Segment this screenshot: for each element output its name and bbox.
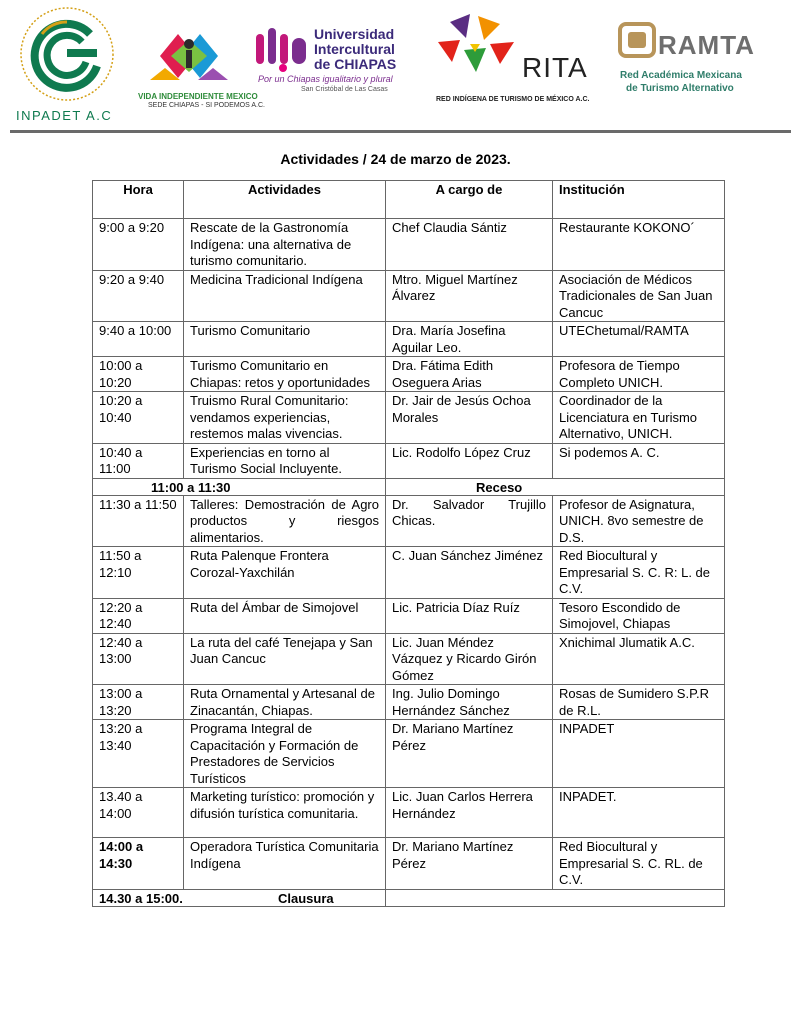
header-institucion: Institución [553, 181, 725, 219]
cell-actividad: Operadora Turística Comunitaria Indígena [184, 838, 386, 890]
cell-actividad: Medicina Tradicional Indígena [184, 270, 386, 322]
cell-actividad: Turismo Comunitario en Chiapas: retos y oportunidades [184, 357, 386, 392]
cell-hora: 9:00 a 9:20 [93, 219, 184, 271]
ramta-name: RAMTA [658, 30, 755, 60]
vida-name: VIDA INDEPENDIENTE MEXICO [138, 92, 258, 101]
cell-actividad: Turismo Comunitario [184, 322, 386, 357]
schedule-table [92, 180, 725, 907]
header-divider [10, 130, 791, 133]
cell-hora: 13:20 a 13:40 [93, 720, 184, 788]
cell-actividad: Rescate de la Gastronomía Indígena: una alternativa de turismo comunitario. [184, 219, 386, 271]
cell-institucion: Restaurante KOKONO´ [553, 219, 725, 271]
table-row [93, 685, 725, 720]
table-row [93, 598, 725, 633]
table-row [93, 443, 725, 478]
table-row [93, 495, 725, 547]
cell-institucion: Xnichimal Jlumatik A.C. [553, 633, 725, 685]
cell-actividad: Programa Integral de Capacitación y Formación de Prestadores de Servicios Turísticos [184, 720, 386, 788]
ramta-sub2: de Turismo Alternativo [626, 83, 734, 94]
cell-hora: 10:00 a 10:20 [93, 357, 184, 392]
unich-tagline: Por un Chiapas igualitario y plural [258, 74, 393, 84]
recess-label-text: Receso [476, 479, 523, 495]
vida-independiente-logo [138, 20, 265, 112]
table-row [93, 633, 725, 685]
cell-institucion: Asociación de Médicos Tradicionales de San Juan Cancuc [553, 270, 725, 322]
header-hora: Hora [93, 181, 184, 219]
cell-hora: 11:30 a 11:50 [93, 495, 184, 547]
vida-sub: SEDE CHIAPAS - SI PODEMOS A.C. [148, 102, 265, 109]
cell-hora: 13:00 a 13:20 [93, 685, 184, 720]
cell-cargo: Lic. Patricia Díaz Ruíz [386, 598, 553, 633]
closing-time-text: 14.30 a 15:00. [99, 890, 183, 906]
cell-hora: 9:20 a 9:40 [93, 270, 184, 322]
rita-name: RITA [522, 52, 588, 83]
cell-cargo: Mtro. Miguel Martínez Álvarez [386, 270, 553, 322]
cell-institucion: Red Biocultural y Empresarial S. C. R: L. de C.V. [553, 547, 725, 599]
unich-logo [256, 26, 421, 98]
cell-institucion: INPADET. [553, 788, 725, 838]
cell-actividad: Talleres: Demostración de Agro productos y riesgos alimentarios. [184, 495, 386, 547]
table-row [93, 788, 725, 838]
page-title: Actividades / 24 de marzo de 2023. [280, 151, 511, 167]
cell-actividad: Truismo Rural Comunitario: vendamos experiencias, restemos malas vivencias. [184, 392, 386, 444]
cell-institucion: Tesoro Escondido de Simojovel, Chiapas [553, 598, 725, 633]
logo-header [0, 0, 791, 128]
cell-institucion: Si podemos A. C. [553, 443, 725, 478]
table-row [93, 270, 725, 322]
cell-institucion: Red Biocultural y Empresarial S. C. RL. de C.V. [553, 838, 725, 890]
cell-hora: 14:00 a 14:30 [93, 838, 184, 890]
ramta-sub1: Red Académica Mexicana [620, 70, 742, 81]
recess-time-text: 11:00 a 11:30 [151, 479, 231, 495]
cell-hora: 10:20 a 10:40 [93, 392, 184, 444]
cell-cargo: Chef Claudia Sántiz [386, 219, 553, 271]
table-header-row [93, 181, 725, 219]
cell-institucion: UTEChetumal/RAMTA [553, 322, 725, 357]
unich-line3: de CHIAPAS [314, 56, 397, 72]
table-row [93, 392, 725, 444]
cell-actividad: Ruta Palenque Frontera Corozal-Yaxchilán [184, 547, 386, 599]
cell-cargo: Dr. Mariano Martínez Pérez [386, 838, 553, 890]
cell-institucion: Rosas de Sumidero S.P.R de R.L. [553, 685, 725, 720]
cell-cargo: Lic. Juan Carlos Herrera Hernández [386, 788, 553, 838]
cell-cargo: Lic. Juan Méndez Vázquez y Ricardo Girón Gómez [386, 633, 553, 685]
recess-time [93, 478, 386, 495]
cell-cargo: Dr. Mariano Martínez Pérez [386, 720, 553, 788]
ramta-logo [618, 22, 778, 102]
cell-hora: 11:50 a 12:10 [93, 547, 184, 599]
header-cargo: A cargo de [386, 181, 553, 219]
cell-hora: 13.40 a 14:00 [93, 788, 184, 838]
cell-cargo: Dra. Fátima Edith Oseguera Arias [386, 357, 553, 392]
table-row [93, 357, 725, 392]
cell-hora: 9:40 a 10:00 [93, 322, 184, 357]
header-actividades: Actividades [184, 181, 386, 219]
recess-row [93, 478, 725, 495]
cell-institucion: Profesora de Tiempo Completo UNICH. [553, 357, 725, 392]
table-row [93, 322, 725, 357]
cell-institucion: Profesor de Asignatura, UNICH. 8vo semestre de D.S. [553, 495, 725, 547]
cell-cargo: Dra. María Josefina Aguilar Leo. [386, 322, 553, 357]
table-row [93, 838, 725, 890]
unich-line1: Universidad [314, 26, 395, 42]
table-row [93, 720, 725, 788]
cell-hora: 12:20 a 12:40 [93, 598, 184, 633]
table-row [93, 547, 725, 599]
closing-label-text: Clausura [278, 890, 334, 906]
cell-cargo: Dr. Jair de Jesús Ochoa Morales [386, 392, 553, 444]
cell-hora: 12:40 a 13:00 [93, 633, 184, 685]
cell-cargo: Ing. Julio Domingo Hernández Sánchez [386, 685, 553, 720]
closing-row [93, 889, 725, 906]
unich-line2: Intercultural [314, 41, 395, 57]
cell-hora: 10:40 a 11:00 [93, 443, 184, 478]
closing-time [93, 889, 386, 906]
cell-actividad: Experiencias en torno al Turismo Social Incluyente. [184, 443, 386, 478]
closing-label [278, 889, 725, 906]
cell-cargo: Lic. Rodolfo López Cruz [386, 443, 553, 478]
cell-institucion: INPADET [553, 720, 725, 788]
unich-city: San Cristóbal de Las Casas [301, 86, 388, 93]
cell-cargo: C. Juan Sánchez Jiménez [386, 547, 553, 599]
cell-cargo: Dr. Salvador Trujillo Chicas. [386, 495, 553, 547]
cell-actividad: Marketing turístico: promoción y difusión turística comunitaria. [184, 788, 386, 838]
cell-actividad: La ruta del café Tenejapa y San Juan Cancuc [184, 633, 386, 685]
inpadet-logo [12, 4, 124, 126]
rita-sub: RED INDÍGENA DE TURISMO DE MÉXICO A.C. [436, 96, 590, 103]
recess-label [386, 478, 725, 495]
cell-institucion: Coordinador de la Licenciatura en Turismo Alternativo, UNICH. [553, 392, 725, 444]
cell-actividad: Ruta del Ámbar de Simojovel [184, 598, 386, 633]
rita-logo [430, 12, 590, 108]
table-row [93, 219, 725, 271]
inpadet-name: INPADET A.C [16, 108, 113, 123]
cell-actividad: Ruta Ornamental y Artesanal de Zinacantán, Chiapas. [184, 685, 386, 720]
